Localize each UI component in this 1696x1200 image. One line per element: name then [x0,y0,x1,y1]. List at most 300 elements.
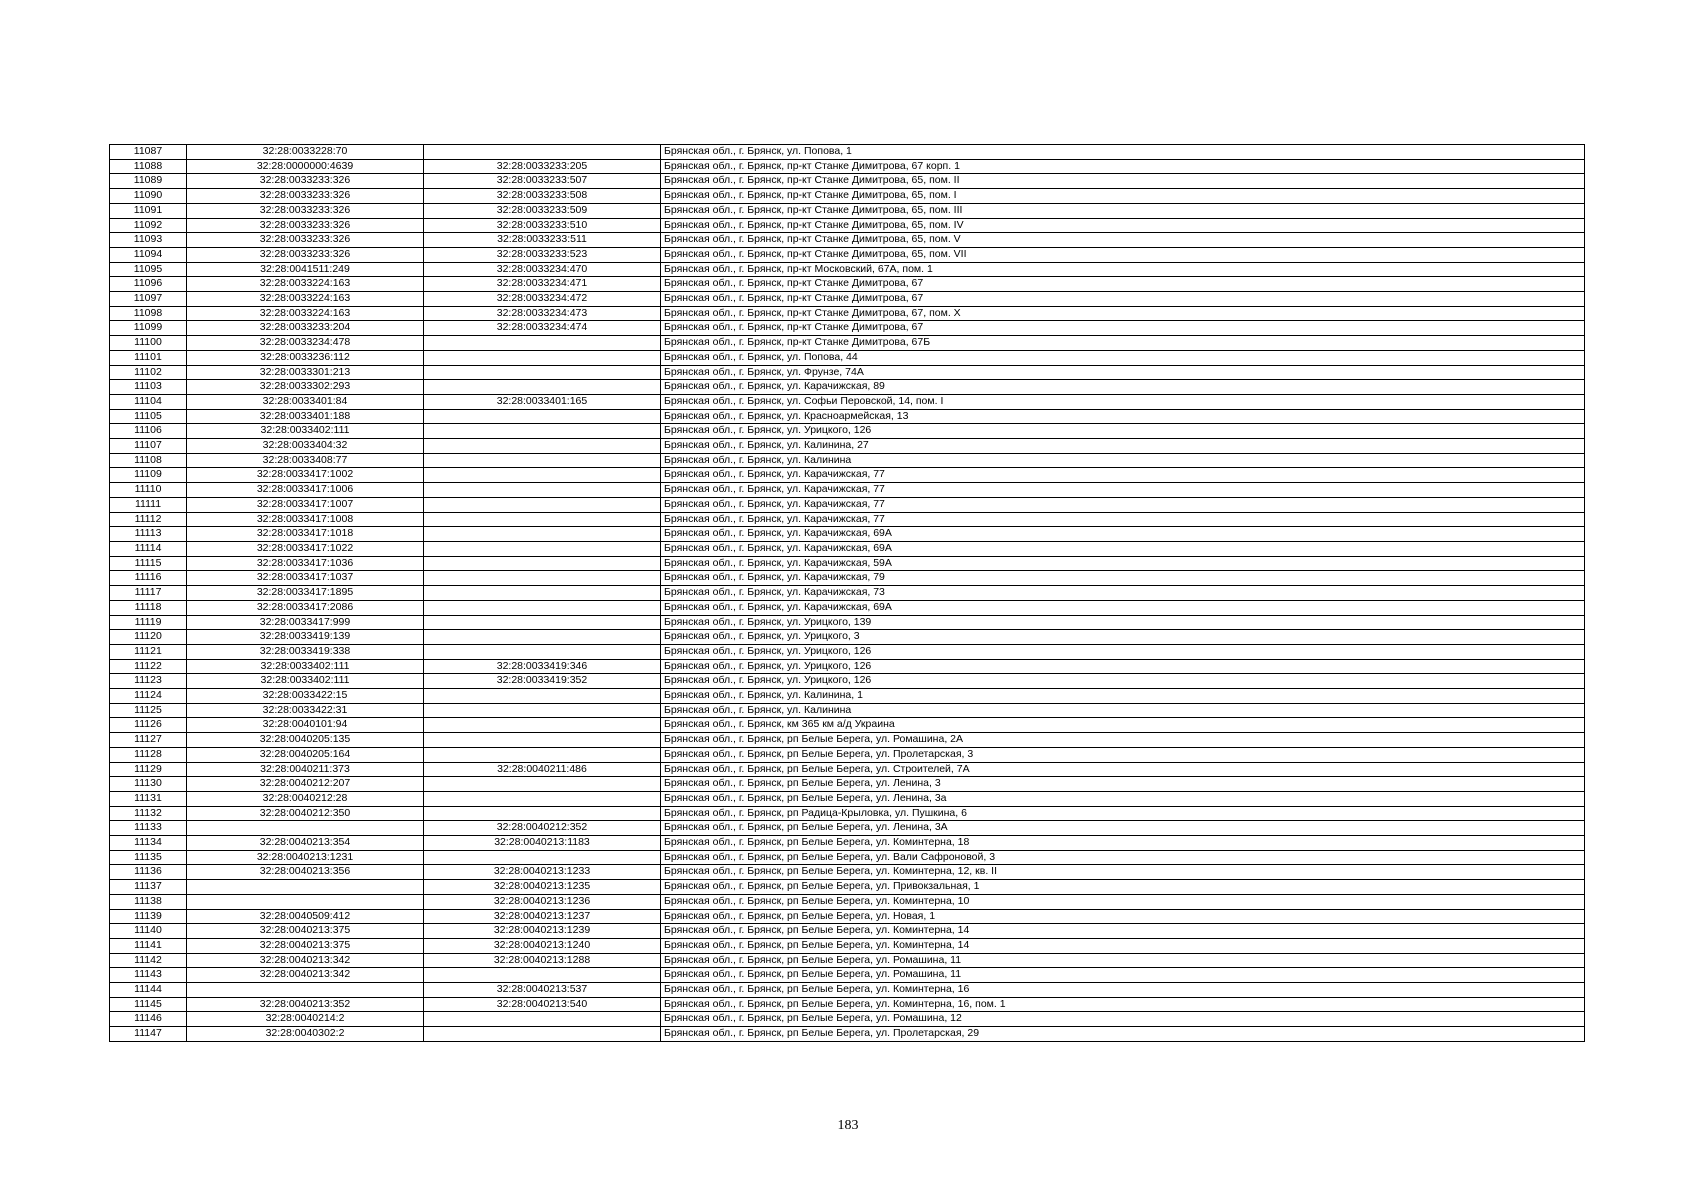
table-row [110,189,1585,204]
object-cadastral-number-cell: 32:28:0040213:1239 [424,924,661,939]
object-cadastral-number-cell: 32:28:0040213:1235 [424,880,661,895]
row-number-cell: 11143 [110,968,187,983]
cadastral-number-cell: 32:28:0033417:1002 [187,468,424,483]
cadastral-number-cell: 32:28:0033417:1008 [187,512,424,527]
object-cadastral-number-cell: 32:28:0040213:540 [424,997,661,1012]
address-cell: Брянская обл., г. Брянск, пр-кт Станке Димитрова, 65, пом. III [661,203,1585,218]
table-row [110,527,1585,542]
row-number-cell: 11096 [110,277,187,292]
row-number-cell: 11087 [110,145,187,160]
row-number-cell: 11117 [110,586,187,601]
address-cell: Брянская обл., г. Брянск, рп Белые Берега, ул. Коминтерна, 14 [661,938,1585,953]
cadastral-number-cell: 32:28:0033402:111 [187,659,424,674]
table-row [110,247,1585,262]
cadastral-number-cell: 32:28:0033417:1022 [187,541,424,556]
object-cadastral-number-cell: 32:28:0040213:1240 [424,938,661,953]
row-number-cell: 11112 [110,512,187,527]
cadastral-number-cell: 32:28:0041511:249 [187,262,424,277]
object-cadastral-number-cell [424,806,661,821]
row-number-cell: 11136 [110,865,187,880]
address-cell: Брянская обл., г. Брянск, ул. Карачижская, 77 [661,483,1585,498]
object-cadastral-number-cell [424,747,661,762]
table-row [110,938,1585,953]
cadastral-number-cell: 32:28:0040211:373 [187,762,424,777]
object-cadastral-number-cell: 32:28:0040212:352 [424,821,661,836]
row-number-cell: 11103 [110,380,187,395]
address-cell: Брянская обл., г. Брянск, рп Белые Берега, ул. Ромашина, 11 [661,968,1585,983]
object-cadastral-number-cell: 32:28:0040213:1236 [424,894,661,909]
address-cell: Брянская обл., г. Брянск, ул. Карачижская, 77 [661,497,1585,512]
object-cadastral-number-cell [424,380,661,395]
row-number-cell: 11121 [110,644,187,659]
table-row [110,336,1585,351]
table-row [110,321,1585,336]
cadastral-number-cell: 32:28:0033408:77 [187,453,424,468]
address-cell: Брянская обл., г. Брянск, ул. Красноармейская, 13 [661,409,1585,424]
cadastral-number-cell: 32:28:0033402:111 [187,674,424,689]
table-row [110,718,1585,733]
row-number-cell: 11128 [110,747,187,762]
object-cadastral-number-cell [424,777,661,792]
address-cell: Брянская обл., г. Брянск, пр-кт Станке Димитрова, 67, пом. X [661,306,1585,321]
address-cell: Брянская обл., г. Брянск, рп Белые Берега, ул. Коминтерна, 12, кв. II [661,865,1585,880]
row-number-cell: 11140 [110,924,187,939]
row-number-cell: 11101 [110,350,187,365]
table-row [110,350,1585,365]
row-number-cell: 11145 [110,997,187,1012]
cadastral-number-cell: 32:28:0040302:2 [187,1027,424,1042]
object-cadastral-number-cell [424,497,661,512]
cadastral-number-cell: 32:28:0033236:112 [187,350,424,365]
row-number-cell: 11110 [110,483,187,498]
address-cell: Брянская обл., г. Брянск, рп Белые Берега, ул. Коминтерна, 10 [661,894,1585,909]
object-cadastral-number-cell: 32:28:0033233:205 [424,159,661,174]
table-row [110,571,1585,586]
object-cadastral-number-cell [424,703,661,718]
cadastral-number-cell: 32:28:0033233:326 [187,174,424,189]
address-cell: Брянская обл., г. Брянск, ул. Карачижская, 69А [661,541,1585,556]
cadastral-number-cell: 32:28:0040213:354 [187,836,424,851]
address-cell: Брянская обл., г. Брянск, пр-кт Станке Димитрова, 65, пом. II [661,174,1585,189]
row-number-cell: 11093 [110,233,187,248]
row-number-cell: 11129 [110,762,187,777]
row-number-cell: 11122 [110,659,187,674]
row-number-cell: 11139 [110,909,187,924]
address-cell: Брянская обл., г. Брянск, ул. Карачижская, 73 [661,586,1585,601]
table-row [110,394,1585,409]
object-cadastral-number-cell: 32:28:0033234:471 [424,277,661,292]
object-cadastral-number-cell [424,791,661,806]
table-row [110,836,1585,851]
cadastral-number-cell: 32:28:0033419:338 [187,644,424,659]
address-cell: Брянская обл., г. Брянск, рп Белые Берега, ул. Коминтерна, 18 [661,836,1585,851]
address-cell: Брянская обл., г. Брянск, ул. Карачижская, 77 [661,512,1585,527]
cadastral-number-cell: 32:28:0033401:188 [187,409,424,424]
table-row [110,850,1585,865]
cadastral-number-cell: 32:28:0033417:1006 [187,483,424,498]
address-cell: Брянская обл., г. Брянск, рп Белые Берега, ул. Привокзальная, 1 [661,880,1585,895]
address-cell: Брянская обл., г. Брянск, рп Белые Берега, ул. Ленина, 3 [661,777,1585,792]
row-number-cell: 11135 [110,850,187,865]
object-cadastral-number-cell [424,1012,661,1027]
row-number-cell: 11104 [110,394,187,409]
object-cadastral-number-cell [424,733,661,748]
object-cadastral-number-cell [424,556,661,571]
address-cell: Брянская обл., г. Брянск, рп Белые Берега, ул. Ромашина, 2А [661,733,1585,748]
row-number-cell: 11125 [110,703,187,718]
row-number-cell: 11098 [110,306,187,321]
cadastral-number-cell: 32:28:0033401:84 [187,394,424,409]
row-number-cell: 11092 [110,218,187,233]
cadastral-number-cell: 32:28:0040509:412 [187,909,424,924]
table-row [110,541,1585,556]
table-row [110,997,1585,1012]
table-row [110,865,1585,880]
table-row [110,292,1585,307]
address-cell: Брянская обл., г. Брянск, пр-кт Московский, 67А, пом. 1 [661,262,1585,277]
table-row [110,894,1585,909]
row-number-cell: 11142 [110,953,187,968]
cadastral-number-cell: 32:28:0033228:70 [187,145,424,160]
object-cadastral-number-cell [424,409,661,424]
cadastral-number-cell: 32:28:0033404:32 [187,439,424,454]
table-row [110,556,1585,571]
cadastral-number-cell: 32:28:0033233:204 [187,321,424,336]
row-number-cell: 11099 [110,321,187,336]
object-cadastral-number-cell: 32:28:0033419:352 [424,674,661,689]
object-cadastral-number-cell: 32:28:0040213:1237 [424,909,661,924]
row-number-cell: 11147 [110,1027,187,1042]
table-row [110,145,1585,160]
object-cadastral-number-cell: 32:28:0040213:1183 [424,836,661,851]
row-number-cell: 11138 [110,894,187,909]
address-cell: Брянская обл., г. Брянск, пр-кт Станке Димитрова, 67 [661,321,1585,336]
cadastral-number-cell: 32:28:0040212:28 [187,791,424,806]
table-row [110,674,1585,689]
table-row [110,365,1585,380]
object-cadastral-number-cell: 32:28:0033234:473 [424,306,661,321]
object-cadastral-number-cell: 32:28:0040213:537 [424,983,661,998]
cadastral-number-cell: 32:28:0040205:164 [187,747,424,762]
table-row [110,733,1585,748]
address-cell: Брянская обл., г. Брянск, пр-кт Станке Димитрова, 67 [661,277,1585,292]
table-row [110,409,1585,424]
object-cadastral-number-cell: 32:28:0040211:486 [424,762,661,777]
row-number-cell: 11113 [110,527,187,542]
table-row [110,159,1585,174]
cadastral-number-cell: 32:28:0033417:1007 [187,497,424,512]
row-number-cell: 11100 [110,336,187,351]
address-cell: Брянская обл., г. Брянск, ул. Урицкого, 139 [661,615,1585,630]
address-cell: Брянская обл., г. Брянск, рп Белые Берега, ул. Строителей, 7А [661,762,1585,777]
object-cadastral-number-cell [424,630,661,645]
address-cell: Брянская обл., г. Брянск, рп Белые Берега, ул. Ленина, 3а [661,791,1585,806]
object-cadastral-number-cell [424,718,661,733]
cadastral-number-cell: 32:28:0033402:111 [187,424,424,439]
address-cell: Брянская обл., г. Брянск, пр-кт Станке Димитрова, 67 корп. 1 [661,159,1585,174]
address-cell: Брянская обл., г. Брянск, рп Белые Берега, ул. Ромашина, 11 [661,953,1585,968]
object-cadastral-number-cell [424,615,661,630]
object-cadastral-number-cell [424,600,661,615]
cadastral-number-cell: 32:28:0033301:213 [187,365,424,380]
row-number-cell: 11132 [110,806,187,821]
cadastral-number-cell: 32:28:0040213:375 [187,938,424,953]
row-number-cell: 11118 [110,600,187,615]
cadastral-number-cell: 32:28:0040213:342 [187,968,424,983]
row-number-cell: 11107 [110,439,187,454]
row-number-cell: 11111 [110,497,187,512]
cadastral-number-cell: 32:28:0040213:342 [187,953,424,968]
cadastral-number-cell [187,880,424,895]
cadastral-number-cell: 32:28:0033224:163 [187,292,424,307]
table-row [110,644,1585,659]
table-row [110,909,1585,924]
cadastral-number-cell: 32:28:0040213:356 [187,865,424,880]
address-cell: Брянская обл., г. Брянск, пр-кт Станке Димитрова, 67Б [661,336,1585,351]
row-number-cell: 11137 [110,880,187,895]
cadastral-number-cell: 32:28:0033419:139 [187,630,424,645]
object-cadastral-number-cell: 32:28:0033233:509 [424,203,661,218]
cadastral-number-cell: 32:28:0033417:2086 [187,600,424,615]
row-number-cell: 11089 [110,174,187,189]
address-cell: Брянская обл., г. Брянск, пр-кт Станке Димитрова, 65, пом. VII [661,247,1585,262]
object-cadastral-number-cell [424,968,661,983]
table-row [110,277,1585,292]
row-number-cell: 11133 [110,821,187,836]
table-row [110,924,1585,939]
table-row [110,821,1585,836]
table-row [110,174,1585,189]
table-row [110,968,1585,983]
table-row [110,586,1585,601]
cadastral-number-cell: 32:28:0033224:163 [187,277,424,292]
cadastral-number-cell: 32:28:0000000:4639 [187,159,424,174]
table-row [110,806,1585,821]
table-row [110,306,1585,321]
object-cadastral-number-cell [424,468,661,483]
cadastral-number-cell: 32:28:0040214:2 [187,1012,424,1027]
object-cadastral-number-cell [424,145,661,160]
address-cell: Брянская обл., г. Брянск, пр-кт Станке Димитрова, 65, пом. I [661,189,1585,204]
cadastral-number-cell [187,821,424,836]
object-cadastral-number-cell: 32:28:0033233:508 [424,189,661,204]
object-cadastral-number-cell [424,571,661,586]
row-number-cell: 11119 [110,615,187,630]
cadastral-number-cell: 32:28:0033422:31 [187,703,424,718]
address-cell: Брянская обл., г. Брянск, ул. Урицкого, 126 [661,644,1585,659]
address-cell: Брянская обл., г. Брянск, ул. Софьи Перовской, 14, пом. I [661,394,1585,409]
address-cell: Брянская обл., г. Брянск, ул. Урицкого, 126 [661,424,1585,439]
cadastral-number-cell: 32:28:0033233:326 [187,218,424,233]
row-number-cell: 11102 [110,365,187,380]
object-cadastral-number-cell [424,439,661,454]
row-number-cell: 11088 [110,159,187,174]
object-cadastral-number-cell: 32:28:0033401:165 [424,394,661,409]
address-cell: Брянская обл., г. Брянск, ул. Калинина [661,703,1585,718]
cadastral-number-cell: 32:28:0033233:326 [187,203,424,218]
table-row [110,233,1585,248]
object-cadastral-number-cell: 32:28:0033234:470 [424,262,661,277]
table-row [110,218,1585,233]
cadastral-number-cell: 32:28:0033417:1895 [187,586,424,601]
row-number-cell: 11105 [110,409,187,424]
address-cell: Брянская обл., г. Брянск, пр-кт Станке Димитрова, 65, пом. IV [661,218,1585,233]
address-cell: Брянская обл., г. Брянск, рп Белые Берега, ул. Вали Сафроновой, 3 [661,850,1585,865]
cadastral-number-cell: 32:28:0040212:207 [187,777,424,792]
address-cell: Брянская обл., г. Брянск, ул. Калинина, 27 [661,439,1585,454]
cadastral-number-cell [187,983,424,998]
address-cell: Брянская обл., г. Брянск, ул. Попова, 44 [661,350,1585,365]
row-number-cell: 11131 [110,791,187,806]
object-cadastral-number-cell [424,350,661,365]
table-row [110,512,1585,527]
cadastral-number-cell: 32:28:0033302:293 [187,380,424,395]
address-cell: Брянская обл., г. Брянск, ул. Калинина, 1 [661,689,1585,704]
cadastral-number-cell: 32:28:0033234:478 [187,336,424,351]
object-cadastral-number-cell [424,689,661,704]
address-cell: Брянская обл., г. Брянск, ул. Карачижская, 69А [661,527,1585,542]
object-cadastral-number-cell: 32:28:0033233:511 [424,233,661,248]
cadastral-number-cell: 32:28:0033417:1036 [187,556,424,571]
address-cell: Брянская обл., г. Брянск, рп Белые Берега, ул. Коминтерна, 14 [661,924,1585,939]
cadastral-number-cell: 32:28:0033417:1018 [187,527,424,542]
table-row [110,953,1585,968]
address-cell: Брянская обл., г. Брянск, ул. Карачижская, 69А [661,600,1585,615]
address-cell: Брянская обл., г. Брянск, ул. Карачижская, 77 [661,468,1585,483]
address-cell: Брянская обл., г. Брянск, рп Белые Берега, ул. Пролетарская, 3 [661,747,1585,762]
table-row [110,659,1585,674]
row-number-cell: 11120 [110,630,187,645]
row-number-cell: 11108 [110,453,187,468]
object-cadastral-number-cell [424,644,661,659]
address-cell: Брянская обл., г. Брянск, ул. Попова, 1 [661,145,1585,160]
object-cadastral-number-cell: 32:28:0040213:1233 [424,865,661,880]
cadastral-number-cell [187,894,424,909]
object-cadastral-number-cell [424,541,661,556]
table-row [110,468,1585,483]
cadastral-number-cell: 32:28:0033417:1037 [187,571,424,586]
object-cadastral-number-cell [424,365,661,380]
object-cadastral-number-cell: 32:28:0033419:346 [424,659,661,674]
address-cell: Брянская обл., г. Брянск, ул. Карачижская, 89 [661,380,1585,395]
cadastral-number-cell: 32:28:0033422:15 [187,689,424,704]
cadastral-number-cell: 32:28:0033417:999 [187,615,424,630]
table-row [110,777,1585,792]
object-cadastral-number-cell [424,586,661,601]
table-row [110,983,1585,998]
object-cadastral-number-cell [424,336,661,351]
address-cell: Брянская обл., г. Брянск, ул. Урицкого, 3 [661,630,1585,645]
row-number-cell: 11127 [110,733,187,748]
table-row [110,1012,1585,1027]
address-cell: Брянская обл., г. Брянск, пр-кт Станке Димитрова, 67 [661,292,1585,307]
row-number-cell: 11090 [110,189,187,204]
address-cell: Брянская обл., г. Брянск, км 365 км а/д Украина [661,718,1585,733]
object-cadastral-number-cell: 32:28:0040213:1288 [424,953,661,968]
row-number-cell: 11115 [110,556,187,571]
row-number-cell: 11123 [110,674,187,689]
table-row [110,747,1585,762]
address-cell: Брянская обл., г. Брянск, рп Белые Берега, ул. Коминтерна, 16 [661,983,1585,998]
row-number-cell: 11094 [110,247,187,262]
row-number-cell: 11126 [110,718,187,733]
object-cadastral-number-cell [424,1027,661,1042]
row-number-cell: 11116 [110,571,187,586]
cadastral-number-cell: 32:28:0040205:135 [187,733,424,748]
row-number-cell: 11106 [110,424,187,439]
address-cell: Брянская обл., г. Брянск, рп Белые Берега, ул. Пролетарская, 29 [661,1027,1585,1042]
table-row [110,703,1585,718]
table-row [110,453,1585,468]
address-cell: Брянская обл., г. Брянск, ул. Урицкого, 126 [661,674,1585,689]
object-cadastral-number-cell [424,453,661,468]
object-cadastral-number-cell: 32:28:0033233:510 [424,218,661,233]
object-cadastral-number-cell [424,424,661,439]
cadastral-number-cell: 32:28:0033224:163 [187,306,424,321]
row-number-cell: 11124 [110,689,187,704]
table-row [110,497,1585,512]
row-number-cell: 11097 [110,292,187,307]
cadastral-number-cell: 32:28:0033233:326 [187,233,424,248]
cadastral-number-cell: 32:28:0040212:350 [187,806,424,821]
cadastral-number-cell: 32:28:0033233:326 [187,189,424,204]
address-cell: Брянская обл., г. Брянск, рп Белые Берега, ул. Новая, 1 [661,909,1585,924]
address-cell: Брянская обл., г. Брянск, ул. Фрунзе, 74А [661,365,1585,380]
table-row [110,483,1585,498]
cadastral-number-cell: 32:28:0040213:1231 [187,850,424,865]
row-number-cell: 11130 [110,777,187,792]
address-cell: Брянская обл., г. Брянск, пр-кт Станке Димитрова, 65, пом. V [661,233,1585,248]
cadastral-number-cell: 32:28:0040101:94 [187,718,424,733]
object-cadastral-number-cell [424,527,661,542]
page-number: 183 [837,1118,859,1133]
table-row [110,600,1585,615]
object-cadastral-number-cell: 32:28:0033234:472 [424,292,661,307]
address-cell: Брянская обл., г. Брянск, рп Белые Берега, ул. Ромашина, 12 [661,1012,1585,1027]
table-row [110,630,1585,645]
object-cadastral-number-cell: 32:28:0033234:474 [424,321,661,336]
table-row [110,880,1585,895]
address-cell: Брянская обл., г. Брянск, рп Радица-Крыловка, ул. Пушкина, 6 [661,806,1585,821]
table-row [110,689,1585,704]
table-row [110,380,1585,395]
row-number-cell: 11141 [110,938,187,953]
table-row [110,203,1585,218]
table-row [110,762,1585,777]
object-cadastral-number-cell [424,512,661,527]
row-number-cell: 11095 [110,262,187,277]
row-number-cell: 11114 [110,541,187,556]
address-cell: Брянская обл., г. Брянск, ул. Урицкого, 126 [661,659,1585,674]
table-row [110,615,1585,630]
table-row [110,1027,1585,1042]
address-cell: Брянская обл., г. Брянск, рп Белые Берега, ул. Коминтерна, 16, пом. 1 [661,997,1585,1012]
object-cadastral-number-cell: 32:28:0033233:523 [424,247,661,262]
row-number-cell: 11109 [110,468,187,483]
row-number-cell: 11091 [110,203,187,218]
registry-table-body [110,145,1585,1042]
address-cell: Брянская обл., г. Брянск, ул. Калинина [661,453,1585,468]
registry-table [109,144,1585,1042]
cadastral-number-cell: 32:28:0033233:326 [187,247,424,262]
address-cell: Брянская обл., г. Брянск, рп Белые Берега, ул. Ленина, 3А [661,821,1585,836]
table-row [110,262,1585,277]
table-row [110,439,1585,454]
row-number-cell: 11146 [110,1012,187,1027]
row-number-cell: 11144 [110,983,187,998]
object-cadastral-number-cell: 32:28:0033233:507 [424,174,661,189]
table-row [110,424,1585,439]
